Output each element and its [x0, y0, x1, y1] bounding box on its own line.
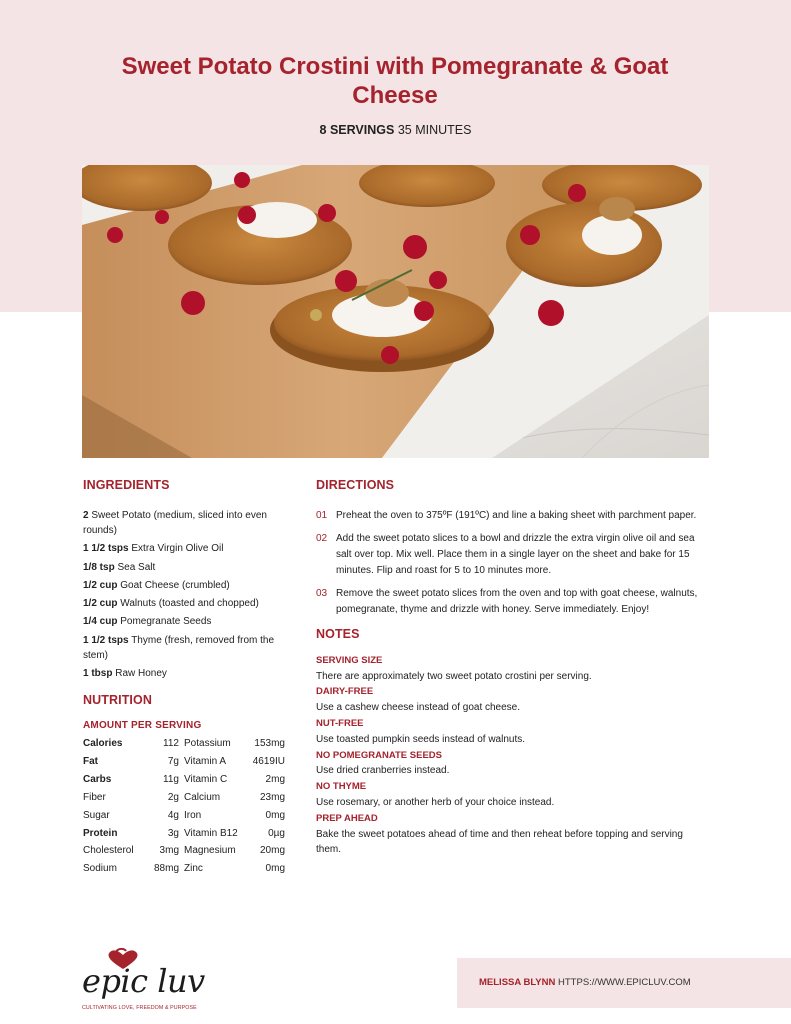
- nutrition-row: [184, 753, 285, 771]
- note-title: NO POMEGRANATE SEEDS: [316, 749, 442, 761]
- ingredient-item: [83, 541, 288, 556]
- step-text: Remove the sweet potato slices from the oven and top with goat cheese, walnuts, pomegranate, thyme and drizzle with honey. Serve immediately. Enjoy!: [336, 588, 698, 615]
- nutrient-value: 4g: [167, 809, 179, 821]
- nutrient-value: 2mg: [265, 773, 285, 785]
- nutrition-row: [184, 807, 285, 825]
- direction-step: [316, 531, 706, 578]
- recipe-meta: [0, 123, 791, 137]
- ingredient-item: [83, 614, 288, 629]
- ingredient-item: [83, 560, 288, 575]
- note-title: NO THYME: [316, 781, 367, 793]
- nutrient-label: Calories: [83, 738, 123, 750]
- notes-heading: NOTES: [316, 626, 360, 641]
- nutrient-label: Vitamin B12: [184, 827, 238, 839]
- note-title: PREP AHEAD: [316, 812, 378, 824]
- step-number: 03: [316, 588, 328, 600]
- note-body: There are approximately two sweet potato crostini per serving.: [316, 670, 592, 682]
- ingredient-text: Sea Salt: [117, 561, 156, 573]
- servings: 8 SERVINGS: [319, 123, 395, 137]
- nutrition-row: [83, 735, 179, 753]
- nutrient-label: Protein: [83, 827, 118, 839]
- ingredient-qty: 1/2 cup: [83, 598, 118, 610]
- nutrient-label: Fiber: [83, 791, 106, 803]
- footer-credit: [457, 958, 791, 1008]
- note-body: Use dried cranberries instead.: [316, 765, 450, 777]
- nutrition-row: [83, 860, 179, 878]
- nutrient-value: 2g: [167, 791, 179, 803]
- ingredients-heading: INGREDIENTS: [83, 478, 170, 492]
- recipe-photo: [82, 165, 709, 458]
- nutrient-label: Vitamin C: [184, 773, 228, 785]
- ingredients-list: [83, 508, 288, 681]
- nutrient-value: 153mg: [254, 738, 285, 750]
- logo-tagline: CULTIVATING LOVE, FREEDOM & PURPOSE: [82, 1005, 197, 1011]
- notes-list: [316, 653, 706, 858]
- ingredient-text: Raw Honey: [115, 668, 167, 680]
- ingredient-text: Thyme (fresh, removed from the stem): [83, 634, 275, 661]
- nutrition-col-left: [83, 735, 179, 878]
- nutrition-row: [184, 825, 285, 843]
- step-text: Preheat the oven to 375ºF (191ºC) and line a baking sheet with parchment paper.: [336, 510, 697, 521]
- nutrient-label: Zinc: [184, 863, 203, 875]
- nutrient-label: Iron: [184, 809, 202, 821]
- nutrition-col-right: [184, 735, 285, 878]
- ingredient-qty: 2: [83, 510, 89, 521]
- ingredient-item: [83, 666, 288, 681]
- nutrient-label: Calcium: [184, 791, 221, 803]
- ingredient-qty: 1/4 cup: [83, 616, 118, 628]
- nutrition-row: [184, 735, 285, 753]
- nutrition-row: [83, 753, 179, 771]
- nutrient-label: Sodium: [83, 863, 117, 875]
- nutrition-heading: NUTRITION: [83, 693, 152, 708]
- ingredient-qty: 1 1/2 tsps: [83, 543, 129, 555]
- brand-logo: [82, 948, 212, 1014]
- nutrient-label: Magnesium: [184, 845, 236, 857]
- nutrient-value: 112: [163, 738, 179, 750]
- nutrient-label: Potassium: [184, 738, 231, 750]
- direction-step: [316, 586, 706, 618]
- direction-step: [316, 508, 706, 524]
- ingredient-qty: 1 tbsp: [83, 668, 113, 680]
- recipe-title: Sweet Potato Crostini with Pomegranate & Goat Cheese: [121, 53, 669, 109]
- nutrient-value: 7g: [167, 755, 179, 767]
- nutrient-label: Carbs: [83, 773, 112, 785]
- ingredient-text: Extra Virgin Olive Oil: [131, 543, 224, 555]
- nutrient-label: Cholesterol: [83, 845, 134, 857]
- ingredient-item: [83, 633, 288, 663]
- nutrient-value: 3g: [167, 827, 179, 839]
- nutrition-row: [83, 807, 179, 825]
- nutrient-value: 0µg: [268, 827, 285, 839]
- ingredient-item: [83, 596, 288, 611]
- note-body: Use rosemary, or another herb of your choice instead.: [316, 796, 555, 808]
- nutrient-label: Vitamin A: [184, 755, 227, 767]
- ingredient-qty: 1 1/2 tsps: [83, 634, 129, 646]
- nutrient-value: 0mg: [265, 809, 285, 821]
- step-text: Add the sweet potato slices to a bowl and drizzle the extra virgin olive oil and sea salt over top. Mix well. Place them in a single layer on the sheet and bake for 15 minutes. Flip and roast for 5 to 10 minutes more.: [336, 533, 695, 576]
- note-body: Use toasted pumpkin seeds instead of walnuts.: [316, 733, 526, 745]
- nutrient-value: 20mg: [259, 845, 285, 857]
- total-time: 35 MINUTES: [397, 123, 472, 137]
- nutrition-row: [83, 842, 179, 860]
- nutrient-label: Fat: [83, 755, 98, 767]
- nutrient-value: 4619IU: [252, 755, 285, 767]
- left-column: [83, 478, 288, 878]
- nutrient-value: 0mg: [265, 863, 285, 875]
- note-body: Bake the sweet potatoes ahead of time and then reheat before topping and serving them.: [316, 828, 683, 856]
- ingredient-text: Goat Cheese (crumbled): [120, 579, 230, 591]
- nutrition-row: [184, 860, 285, 878]
- nutrient-value: 11g: [163, 773, 179, 785]
- nutrition-row: [83, 825, 179, 843]
- nutrition-row: [83, 771, 179, 789]
- nutrient-value: 3mg: [159, 845, 179, 857]
- directions-heading: DIRECTIONS: [316, 478, 395, 492]
- nutrient-value: 23mg: [259, 791, 285, 803]
- author-name: MELISSA BLYNN: [479, 977, 556, 988]
- ingredient-text: Sweet Potato (medium, sliced into even rounds): [83, 510, 267, 536]
- note-title: SERVING SIZE: [316, 654, 383, 666]
- note-title: NUT-FREE: [316, 717, 364, 729]
- ingredient-qty: 1/2 cup: [83, 579, 118, 591]
- step-number: 02: [316, 533, 328, 545]
- nutrition-row: [184, 789, 285, 807]
- step-number: 01: [316, 510, 328, 521]
- note-body: Use a cashew cheese instead of goat cheese.: [316, 702, 521, 714]
- website-link[interactable]: HTTPS://WWW.EPICLUV.COM: [558, 977, 691, 988]
- nutrition-subheading: AMOUNT PER SERVING: [83, 720, 202, 732]
- nutrition-row: [184, 771, 285, 789]
- ingredient-item: [83, 508, 288, 538]
- note-title: DAIRY-FREE: [316, 686, 374, 698]
- ingredient-text: Pomegranate Seeds: [120, 616, 212, 628]
- ingredient-item: [83, 578, 288, 593]
- ingredient-qty: 1/8 tsp: [83, 561, 115, 573]
- directions-list: [316, 508, 706, 618]
- right-column: [316, 478, 706, 858]
- nutrient-label: Sugar: [83, 809, 110, 821]
- nutrient-value: 88mg: [153, 863, 179, 875]
- nutrition-table: [83, 735, 288, 878]
- nutrition-row: [184, 842, 285, 860]
- logo-wordmark: epic luv: [82, 962, 205, 1000]
- ingredient-text: Walnuts (toasted and chopped): [120, 598, 259, 610]
- nutrition-row: [83, 789, 179, 807]
